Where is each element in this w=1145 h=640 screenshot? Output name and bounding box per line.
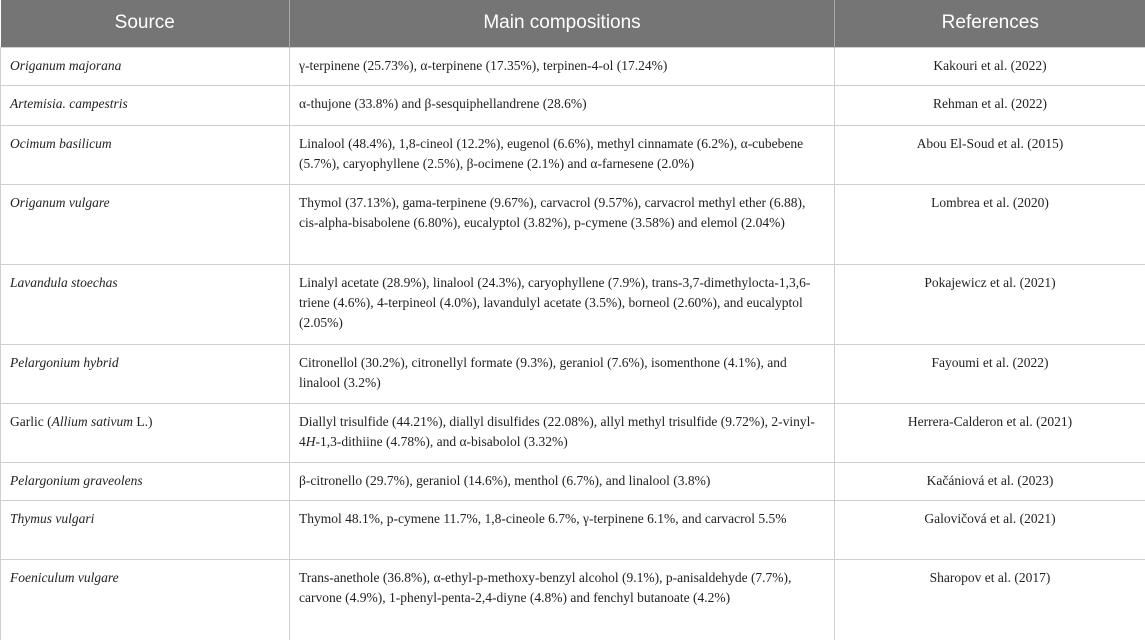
comp-before: Diallyl trisulfide (44.21%), diallyl disulfides (22.08%), allyl methyl trisulfide (9.72%), 2-vinyl-4 <box>299 413 815 449</box>
compositions-cell <box>290 403 835 462</box>
source-suffix: L.) <box>132 413 153 429</box>
comp-italic: H <box>305 433 316 449</box>
compositions-cell: Trans-anethole (36.8%), α-ethyl-p-methoxy-benzyl alcohol (9.1%), p-anisaldehyde (7.7%), carvone (4.9%), 1-phenyl-penta-2,4-diyne (4.8%) and fenchyl butanoate (4.2%) <box>290 559 835 640</box>
source-cell: Lavandula stoechas <box>1 264 290 344</box>
header-row <box>1 0 1145 47</box>
source-cell: Pelargonium graveolens <box>1 462 290 500</box>
source-prefix: Garlic ( <box>10 413 52 429</box>
compositions-cell: γ-terpinene (25.73%), α-terpinene (17.35%), terpinen-4-ol (17.24%) <box>290 47 835 85</box>
reference-cell: Kakouri et al. (2022) <box>835 47 1145 85</box>
source-cell <box>1 403 290 462</box>
compositions-cell: β-citronello (29.7%), geraniol (14.6%), menthol (6.7%), and linalool (3.8%) <box>290 462 835 500</box>
source-cell: Foeniculum vulgare <box>1 559 290 640</box>
reference-cell: Fayoumi et al. (2022) <box>835 344 1145 403</box>
compositions-cell: Linalyl acetate (28.9%), linalool (24.3%), caryophyllene (7.9%), trans-3,7-dimethylocta-1,3,6-triene (4.6%), 4-terpineol (4.0%), lavandulyl acetate (3.5%), borneol (2.60%), and eucalyptol (2.05%) <box>290 264 835 344</box>
source-cell: Thymus vulgari <box>1 500 290 559</box>
table-row <box>1 264 1145 344</box>
reference-cell: Herrera-Calderon et al. (2021) <box>835 403 1145 462</box>
reference-cell: Pokajewicz et al. (2021) <box>835 264 1145 344</box>
compositions-cell: Thymol (37.13%), gama-terpinene (9.67%), carvacrol (9.57%), carvacrol methyl ether (6.88), cis-alpha-bisabolene (6.80%), eucalyptol (3.82%), p-cymene (3.58%) and elemol (2.04%) <box>290 184 835 264</box>
header-source: Source <box>1 0 290 47</box>
table-row <box>1 344 1145 403</box>
reference-cell: Sharopov et al. (2017) <box>835 559 1145 640</box>
reference-cell: Galovičová et al. (2021) <box>835 500 1145 559</box>
table-row <box>1 403 1145 462</box>
reference-cell: Rehman et al. (2022) <box>835 85 1145 125</box>
table-body <box>1 47 1145 640</box>
header-main-compositions: Main compositions <box>290 0 835 47</box>
source-cell: Ocimum basilicum <box>1 125 290 184</box>
compositions-cell: Thymol 48.1%, p-cymene 11.7%, 1,8-cineole 6.7%, γ-terpinene 6.1%, and carvacrol 5.5% <box>290 500 835 559</box>
compositions-cell: Citronellol (30.2%), citronellyl formate (9.3%), geraniol (7.6%), isomenthone (4.1%), and linalool (3.2%) <box>290 344 835 403</box>
source-cell: Origanum vulgare <box>1 184 290 264</box>
table-row <box>1 500 1145 559</box>
table-header <box>1 0 1145 47</box>
source-cell: Pelargonium hybrid <box>1 344 290 403</box>
table-row <box>1 559 1145 640</box>
comp-after: -1,3-dithiine (4.78%), and α-bisabolol (3.32%) <box>315 433 568 449</box>
table-row <box>1 125 1145 184</box>
header-references: References <box>835 0 1145 47</box>
table-row <box>1 47 1145 85</box>
reference-cell: Lombrea et al. (2020) <box>835 184 1145 264</box>
source-italic: Allium sativum <box>51 413 133 429</box>
reference-cell: Abou El-Soud et al. (2015) <box>835 125 1145 184</box>
table-row <box>1 184 1145 264</box>
table-row <box>1 85 1145 125</box>
compositions-cell: Linalool (48.4%), 1,8-cineol (12.2%), eugenol (6.6%), methyl cinnamate (6.2%), α-cubebene (5.7%), caryophyllene (2.5%), β-ocimene (2.1%) and α-farnesene (2.0%) <box>290 125 835 184</box>
source-cell: Artemisia. campestris <box>1 85 290 125</box>
source-cell: Origanum majorana <box>1 47 290 85</box>
reference-cell: Kačániová et al. (2023) <box>835 462 1145 500</box>
compositions-cell: α-thujone (33.8%) and β-sesquiphellandrene (28.6%) <box>290 85 835 125</box>
table-row <box>1 462 1145 500</box>
